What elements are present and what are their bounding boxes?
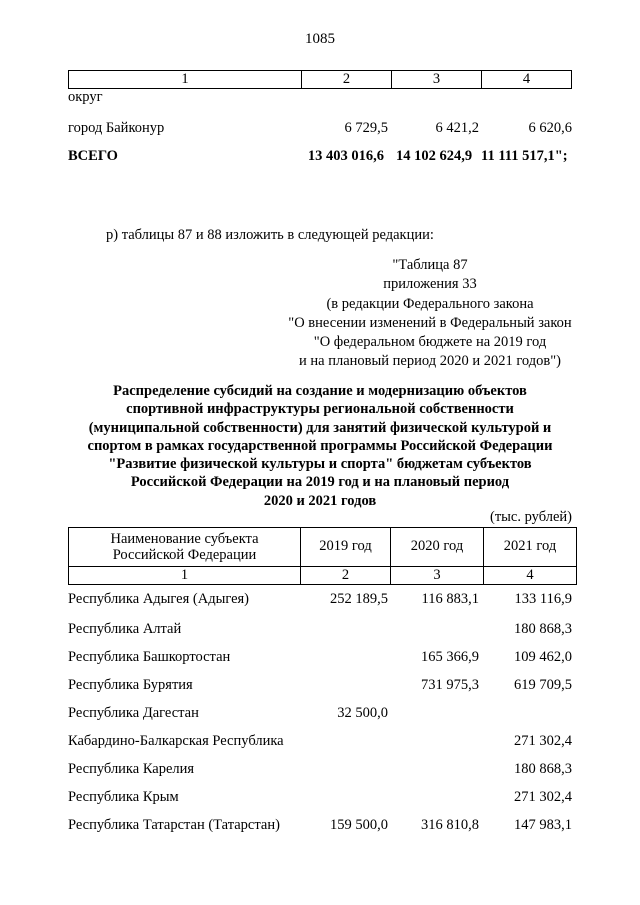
heading-line: "О внесении изменений в Федеральный закон	[288, 314, 572, 331]
units-note: (тыс. рублей)	[490, 509, 572, 525]
total-2021: 11 111 517,1";	[481, 148, 568, 164]
value-2021: 109 462,0	[514, 649, 572, 665]
table-row	[0, 621, 640, 641]
heading-line: и на плановый период 2020 и 2021 годов")	[299, 353, 561, 370]
table-row	[0, 817, 640, 837]
table-row	[0, 705, 640, 725]
table-row	[0, 89, 640, 109]
column-header-name: Наименование субъекта Российской Федерации	[69, 528, 301, 567]
region-name: Республика Татарстан (Татарстан)	[68, 817, 280, 833]
title-line: Российской Федерации на 2019 год и на плановый период	[130, 474, 510, 491]
column-number: 3	[391, 567, 484, 585]
page-number: 1085	[305, 31, 335, 47]
total-label: ВСЕГО	[68, 148, 118, 164]
table-row	[0, 733, 640, 753]
table-row	[0, 677, 640, 697]
appendix-heading	[240, 256, 620, 372]
value-2021: 619 709,5	[514, 677, 572, 693]
value-2019: 252 189,5	[330, 591, 388, 607]
column-header-2021: 2021 год	[484, 528, 577, 567]
region-name: Республика Бурятия	[68, 677, 193, 693]
title-line: 2020 и 2021 годов	[263, 492, 377, 509]
column-number: 1	[69, 71, 302, 89]
heading-line: (в редакции Федерального закона	[326, 295, 534, 312]
column-number: 2	[302, 71, 392, 89]
region-name: Республика Алтай	[68, 621, 182, 637]
value-2020: 316 810,8	[421, 817, 479, 833]
region-name: Республика Карелия	[68, 761, 195, 777]
value-2019: 32 500,0	[337, 705, 388, 721]
value-2020: 165 366,9	[421, 649, 479, 665]
title-line: спортом в рамках государственной программы Российской Федерации	[87, 437, 553, 454]
region-name: Республика Башкортостан	[68, 649, 231, 665]
column-number: 1	[69, 567, 301, 585]
region-name: Республика Адыгея (Адыгея)	[68, 591, 250, 607]
table-row	[0, 120, 640, 140]
table-row	[0, 761, 640, 781]
value-2019: 6 729,5	[344, 120, 388, 136]
title-line: спортивной инфраструктуры региональной собственности	[126, 401, 514, 418]
value-2021: 180 868,3	[514, 761, 572, 777]
column-number: 4	[482, 71, 572, 89]
value-2021: 147 983,1	[514, 817, 572, 833]
title-line: Распределение субсидий на создание и модернизацию объектов	[113, 383, 527, 399]
value-2021: 271 302,4	[514, 789, 572, 805]
title-line: (муниципальной собственности) для занятий физической культурой и	[88, 419, 552, 436]
column-header-2019: 2019 год	[301, 528, 391, 567]
value-2021: 6 620,6	[528, 120, 572, 136]
table-row	[0, 591, 640, 611]
value-2020: 6 421,2	[435, 120, 479, 136]
heading-line: "Таблица 87	[392, 257, 468, 273]
column-number: 2	[301, 567, 391, 585]
heading-line: приложения 33	[383, 276, 477, 293]
main-table-header	[68, 527, 577, 585]
value-2021: 271 302,4	[514, 733, 572, 749]
table-row	[0, 789, 640, 809]
title-line: "Развитие физической культуры и спорта" бюджетам субъектов	[108, 456, 532, 473]
instruction-text: р) таблицы 87 и 88 изложить в следующей редакции:	[106, 227, 434, 243]
value-2021: 180 868,3	[514, 621, 572, 637]
value-2020: 116 883,1	[421, 591, 479, 607]
row-label: округ	[68, 89, 103, 105]
column-number: 3	[392, 71, 482, 89]
column-number: 4	[484, 567, 577, 585]
heading-line: "О федеральном бюджете на 2019 год	[313, 334, 547, 351]
value-2019: 159 500,0	[330, 817, 388, 833]
region-name: Кабардино-Балкарская Республика	[68, 733, 284, 749]
row-label: город Байконур	[68, 120, 165, 136]
value-2020: 731 975,3	[421, 677, 479, 693]
table-row	[0, 649, 640, 669]
total-row	[0, 148, 640, 168]
top-table-header	[68, 70, 572, 89]
region-name: Республика Крым	[68, 789, 179, 805]
region-name: Республика Дагестан	[68, 705, 199, 721]
value-2021: 133 116,9	[514, 591, 572, 607]
total-2019: 13 403 016,6	[307, 148, 384, 164]
table-title	[40, 382, 600, 510]
total-2020: 14 102 624,9	[396, 148, 473, 164]
column-header-2020: 2020 год	[391, 528, 484, 567]
